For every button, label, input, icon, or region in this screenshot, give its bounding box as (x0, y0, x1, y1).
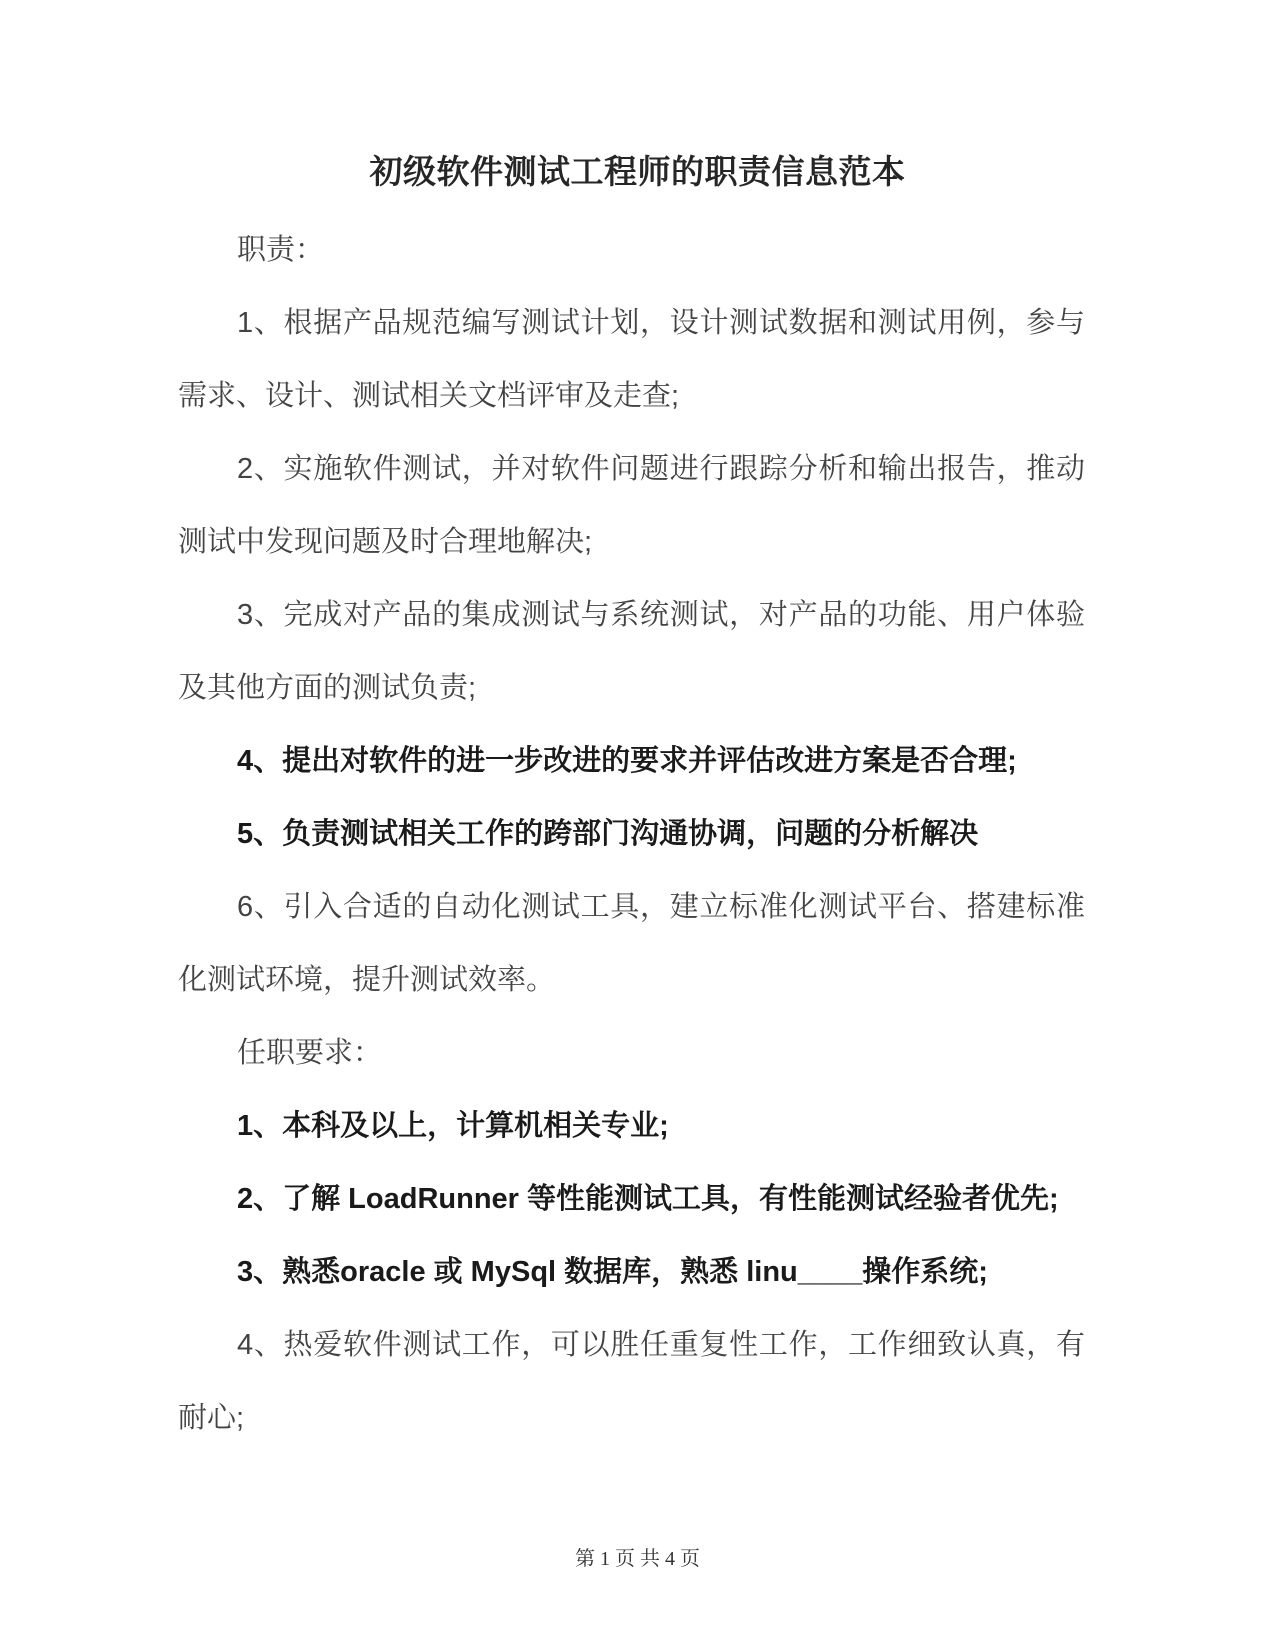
responsibility-item-6: 6、引入合适的自动化测试工具，建立标准化测试平台、搭建标准化测试环境，提升测试效率。 (178, 891, 1085, 996)
responsibility-item-2: 2、实施软件测试，并对软件问题进行跟踪分析和输出报告，推动测试中发现问题及时合理地解决; (178, 453, 1085, 558)
responsibility-item-5: 5、负责测试相关工作的跨部门沟通协调，问题的分析解决 (237, 818, 979, 850)
responsibility-item-3: 3、完成对产品的集成测试与系统测试，对产品的功能、用户体验及其他方面的测试负责; (178, 599, 1085, 704)
page-title: 初级软件测试工程师的职责信息范本 (369, 153, 906, 190)
requirement-item-4: 4、热爱软件测试工作，可以胜任重复性工作，工作细致认真，有耐心; (178, 1329, 1085, 1434)
responsibilities-label: 职责： (237, 234, 325, 266)
requirement-item-2: 2、了解 LoadRunner 等性能测试工具，有性能测试经验者优先; (237, 1183, 1059, 1215)
page-number-footer: 第 1 页 共 4 页 (575, 1548, 700, 1570)
requirements-label: 任职要求： (237, 1037, 383, 1069)
requirement-item-3: 3、熟悉oracle 或 MySql 数据库，熟悉 linu____操作系统; (237, 1256, 988, 1288)
document-body (178, 214, 1085, 1455)
responsibility-item-4: 4、提出对软件的进一步改进的要求并评估改进方案是否合理; (237, 745, 1017, 777)
requirement-item-1: 1、本科及以上，计算机相关专业; (237, 1110, 669, 1142)
responsibility-item-1: 1、根据产品规范编写测试计划，设计测试数据和测试用例，参与需求、设计、测试相关文档评审及走查; (178, 307, 1085, 412)
